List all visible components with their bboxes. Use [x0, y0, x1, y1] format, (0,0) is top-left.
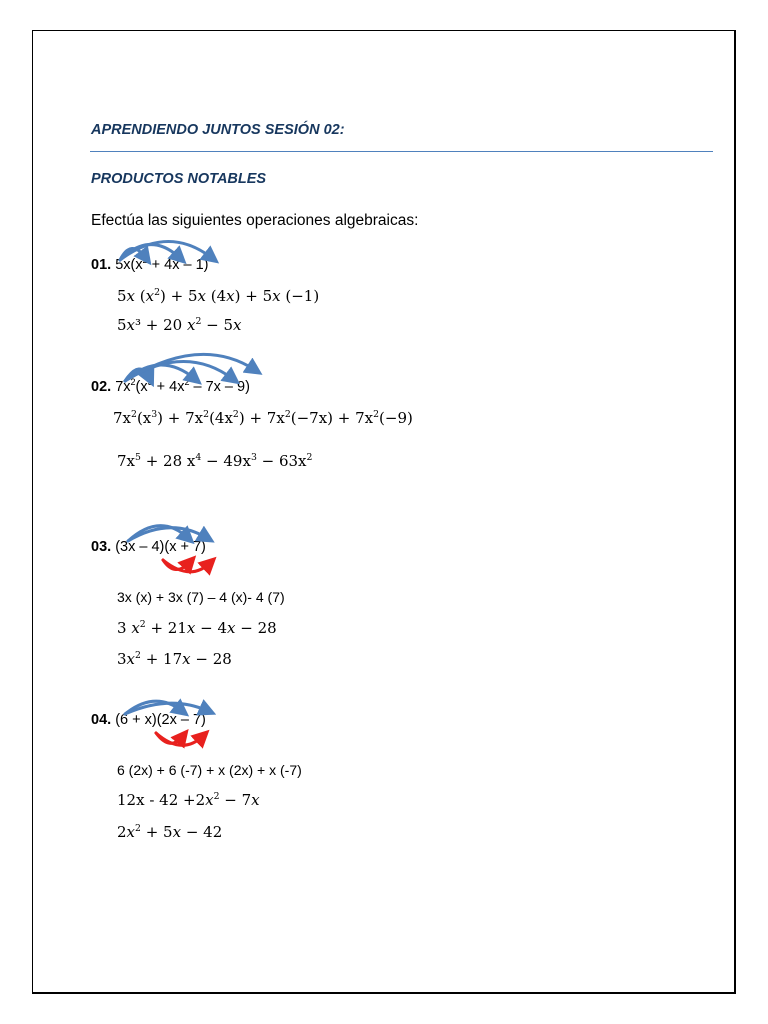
- problem-number: 04.: [91, 712, 112, 728]
- problem-1-step-2: 5x³ + 20 $x^2 - 5x$: [117, 315, 242, 334]
- section-title: PRODUCTOS NOTABLES: [91, 171, 267, 187]
- problem-4: 04. (6 + x)(2x – 7): [91, 712, 206, 728]
- problem-3-step-2: 3 $x^2 + 21x - 4x - 28$: [117, 618, 277, 637]
- problem-2: 02. $7x^2(x^3 + 4x^2 - 7x - 9)$: [91, 376, 250, 395]
- problem-4-step-3: $2x^2 + 5x - 42$: [117, 822, 223, 841]
- problem-3-step-1: 3x (x) + 3x (7) – 4 (x)- 4 (7): [117, 589, 285, 605]
- problem-1-step-1: 5x $(x^2) + 5x$ (4x) + 5x (−1): [117, 286, 320, 305]
- problem-number: 03.: [91, 539, 112, 555]
- problem-2-step-1: $7x^2(x^3) + 7x^2(4x^2) + 7x^2(-7x) + 7x^2(-9)$: [113, 408, 413, 427]
- problem-1: 01. $5x(x^2 + 4x - 1)$: [91, 254, 209, 273]
- arrow-blue-icon: [125, 365, 195, 381]
- problem-4-step-1: 6 (2x) + 6 (-7) + x (2x) + x (-7): [117, 762, 302, 778]
- arrow-blue-icon: [120, 241, 212, 260]
- page-title: APRENDIENDO JUNTOS SESIÓN 02:: [91, 122, 345, 138]
- instructions: Efectúa las siguientes operaciones algebraicas:: [91, 212, 419, 229]
- problem-number: 01.: [91, 257, 112, 273]
- problem-2-step-2: $7x^5 + 28$ $x^4 - 49x^3 - 63x^2$: [117, 451, 313, 470]
- problem-number: 02.: [91, 379, 112, 395]
- arrow-blue-icon: [128, 528, 207, 541]
- problem-3: 03. (3x – 4)(x + 7): [91, 539, 206, 555]
- problem-4-step-2: $12x - 42 +2x^2 - 7x$: [117, 790, 260, 809]
- problem-3-step-3: $3x^2 + 17x - 28$: [117, 649, 232, 668]
